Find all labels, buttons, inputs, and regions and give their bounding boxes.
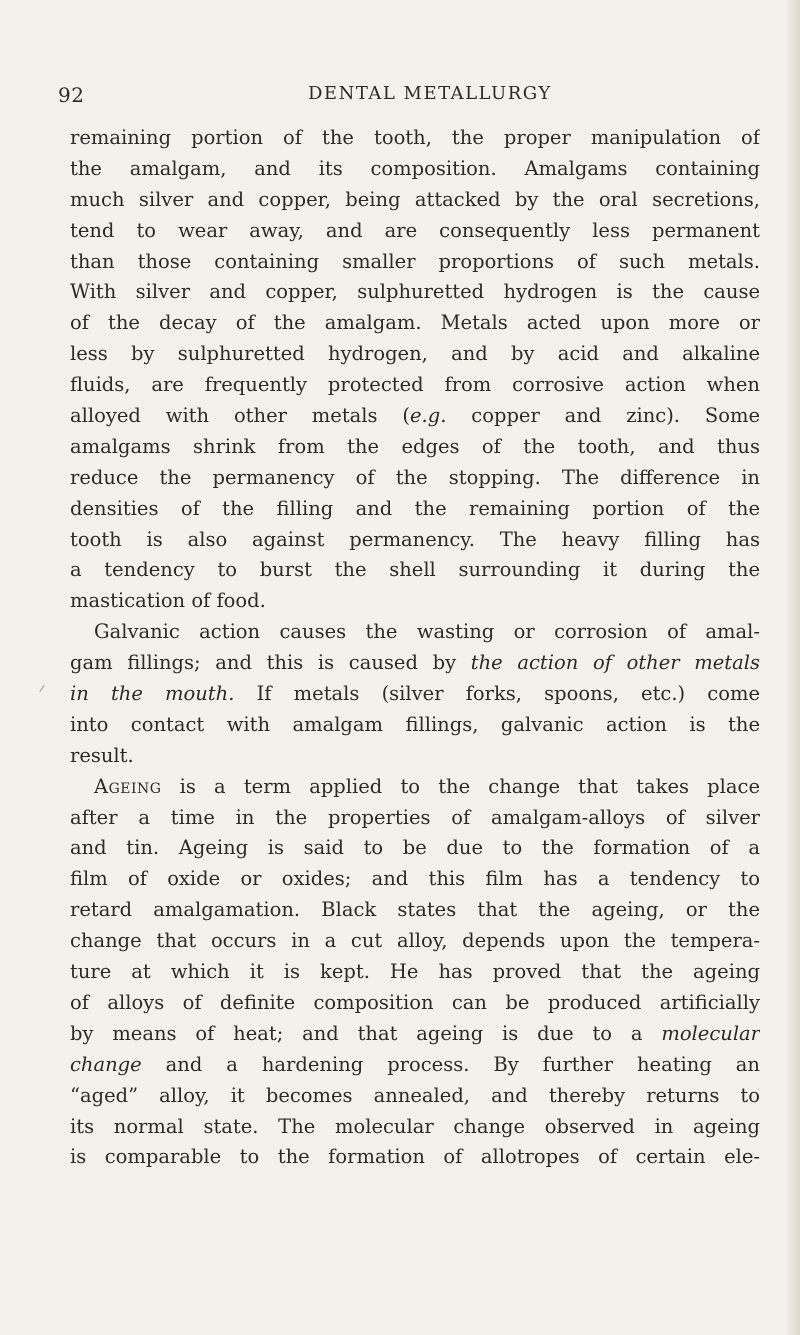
text-line	[70, 401, 760, 432]
text-line	[70, 1019, 760, 1050]
text-line: amalgams shrink from the edges of the tooth, and thus	[70, 434, 760, 458]
text-line: retard amalgamation. Black states that the ageing, or the	[70, 898, 760, 922]
text-line	[70, 1050, 760, 1081]
margin-mark	[39, 685, 44, 692]
italic-text: in the mouth.	[70, 682, 235, 706]
text-line: its normal state. The molecular change observed in ageing	[70, 1114, 760, 1138]
body-text	[70, 123, 760, 1173]
text-run: and a hardening process. By further heating an	[141, 1052, 760, 1076]
text-line: result.	[70, 743, 134, 767]
text-line: much silver and copper, being attacked by the oral secretions,	[70, 187, 760, 211]
text-line: film of oxide or oxides; and this film has a tendency to	[70, 867, 760, 891]
page-number: 92	[58, 83, 85, 107]
text-line: “aged” alloy, it becomes annealed, and thereby returns to	[70, 1083, 760, 1107]
italic-text: the action of other metals	[470, 651, 760, 675]
text-line: tooth is also against permanency. The heavy filling has	[70, 527, 760, 551]
running-head: DENTAL METALLURGY	[308, 83, 552, 104]
text-run: alloyed with other metals (	[70, 404, 411, 428]
text-line: ture at which it is kept. He has proved that the ageing	[70, 960, 760, 984]
italic-text: molecular	[661, 1021, 760, 1045]
text-line: than those containing smaller proportions of such metals.	[70, 249, 760, 273]
text-line	[70, 648, 760, 679]
text-line: into contact with amalgam fillings, galvanic action is the	[70, 712, 760, 736]
text-line: mastication of food.	[70, 589, 266, 613]
text-line: is comparable to the formation of allotropes of certain ele-	[70, 1145, 760, 1169]
text-line: after a time in the properties of amalgam-alloys of silver	[70, 805, 760, 829]
text-run: copper and zinc). Some	[446, 404, 760, 428]
text-line	[70, 772, 760, 803]
text-line: less by sulphuretted hydrogen, and by acid and alkaline	[70, 342, 760, 366]
page-header	[58, 83, 764, 113]
text-line: of the decay of the amalgam. Metals acted upon more or	[70, 311, 760, 335]
text-run: is a term applied to the change that takes place	[161, 774, 760, 798]
text-line: remaining portion of the tooth, the proper manipulation of	[70, 126, 760, 149]
small-caps-term: Ageing	[94, 774, 162, 798]
text-line: of alloys of definite composition can be produced artificially	[70, 990, 760, 1014]
text-line: the amalgam, and its composition. Amalgams containing	[70, 156, 760, 180]
text-run: If metals (silver forks, spoons, etc.) come	[234, 682, 760, 706]
text-line: fluids, are frequently protected from corrosive action when	[70, 373, 760, 397]
text-run: by means of heat; and that ageing is due to a	[70, 1021, 662, 1045]
text-line: densities of the filling and the remaining portion of the	[70, 496, 760, 520]
text-line	[70, 679, 760, 710]
text-line: Galvanic action causes the wasting or corrosion of amal-	[94, 620, 760, 644]
text-line: and tin. Ageing is said to be due to the formation of a	[70, 836, 760, 860]
italic-text: change	[70, 1052, 142, 1076]
text-line: With silver and copper, sulphuretted hydrogen is the cause	[70, 280, 760, 304]
text-line: a tendency to burst the shell surrounding it during the	[70, 558, 760, 582]
text-line: change that occurs in a cut alloy, depends upon the tempera-	[70, 929, 760, 953]
text-line: reduce the permanency of the stopping. The difference in	[70, 465, 760, 489]
text-run: gam fillings; and this is caused by	[70, 651, 471, 675]
text-line: tend to wear away, and are consequently less permanent	[70, 218, 760, 242]
italic-text: e.g.	[410, 404, 447, 428]
page-edge-shadow	[786, 0, 800, 1335]
